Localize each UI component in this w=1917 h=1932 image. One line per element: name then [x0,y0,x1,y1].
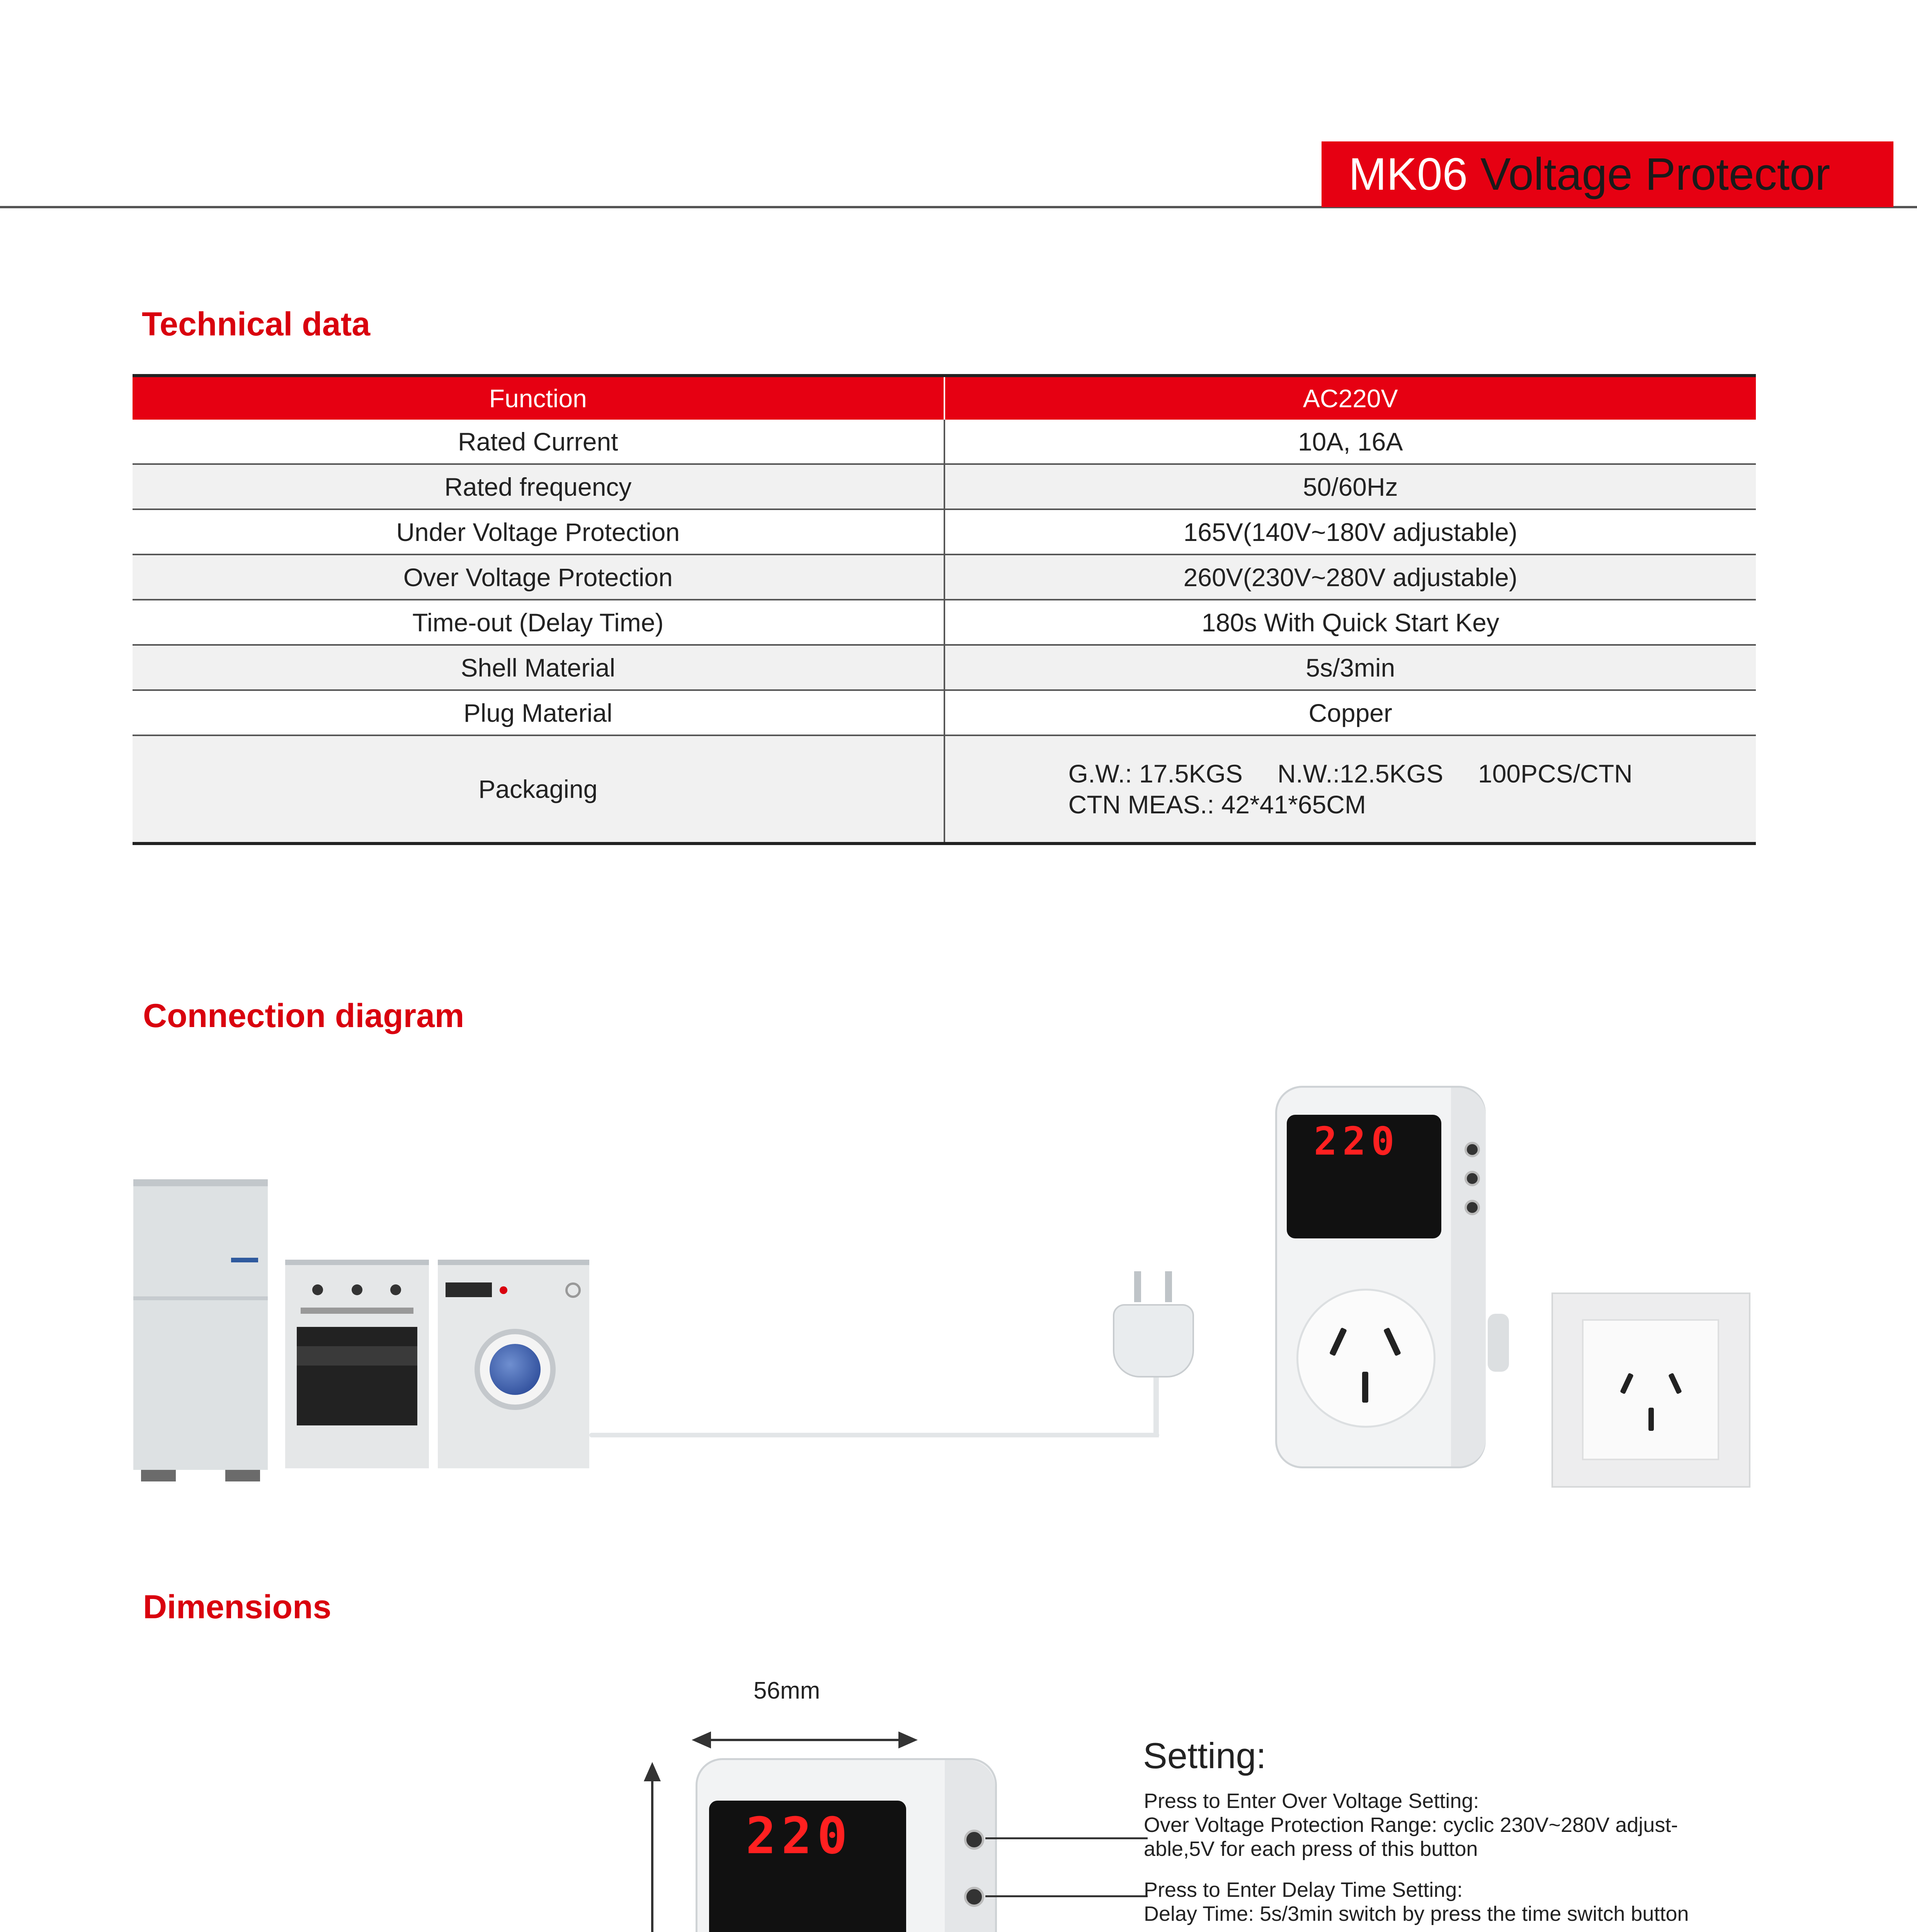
row-label: Over Voltage Protection [133,555,945,599]
device-plug-side [1488,1314,1509,1372]
table-row [133,646,1756,691]
socket-outlet-icon [1296,1289,1436,1428]
technical-data-heading: Technical data [142,306,371,343]
table-row [133,600,1756,646]
device-display: 220 [1314,1119,1400,1164]
row-value: 165V(140V~180V adjustable) [1183,517,1517,546]
callout-line-over-voltage [985,1837,1148,1839]
packaging-meas: CTN MEAS.: 42*41*65CM [1068,790,1366,819]
row-label: Shell Material [133,646,945,689]
setting-delay-time [1144,1878,1723,1926]
table-row [133,510,1756,555]
table-row-packaging [133,736,1756,845]
power-cable [589,1433,1159,1437]
delay-time-button[interactable] [964,1887,984,1907]
refrigerator-icon [133,1179,268,1470]
packaging-values [945,736,1756,842]
row-value: 260V(230V~280V adjustable) [1183,563,1517,592]
row-label: Rated Current [133,420,945,463]
arrow-right-icon [898,1731,918,1748]
table-header-function: Function [133,377,945,420]
table-header-row [133,377,1756,420]
table-header-value: AC220V [1303,384,1398,413]
row-label: Under Voltage Protection [133,510,945,554]
arrow-up-icon [644,1762,661,1781]
connection-diagram-heading: Connection diagram [143,997,464,1034]
packaging-pcs: 100PCS/CTN [1478,759,1633,788]
under-voltage-button-icon [1465,1200,1480,1215]
row-value: 5s/3min [1306,653,1395,682]
delay-time-button-icon [1465,1171,1480,1186]
row-value: 180s With Quick Start Key [1201,608,1499,637]
row-label: Time-out (Delay Time) [133,600,945,644]
plug-icon [1113,1304,1194,1378]
width-label: 56mm [754,1677,820,1704]
product-title: Voltage Protector [1480,149,1830,200]
row-value: 50/60Hz [1303,472,1398,501]
callout-line-delay [985,1895,1148,1897]
oven-icon [285,1260,429,1468]
setting-over-voltage [1144,1789,1723,1861]
row-value: 10A, 16A [1298,427,1403,456]
table-top-rule [133,374,1756,377]
table-row [133,691,1756,736]
height-arrow [651,1777,653,1932]
setting-line: Delay Time: 5s/3min switch by press the time switch button [1144,1902,1689,1925]
setting-line: Over Voltage Protection Range: cyclic 230V~280V adjust- [1144,1813,1678,1837]
over-voltage-button[interactable] [964,1830,984,1850]
voltage-protector-device [1275,1086,1486,1468]
packaging-line-1 [1068,758,1633,789]
setting-heading: Press to Enter Delay Time Setting: [1144,1878,1463,1901]
arrow-left-icon [692,1731,711,1748]
technical-data-table [133,374,1756,845]
plug-pin [1165,1271,1172,1302]
row-value: Copper [1308,698,1392,727]
packaging-gw: G.W.: 17.5KGS [1068,759,1243,788]
width-arrow [707,1739,900,1741]
setting-line: able,5V for each press of this button [1144,1837,1478,1861]
voltage-protector-dimension-device [696,1758,997,1932]
wall-socket-icon [1551,1293,1750,1488]
over-voltage-button-icon [1465,1142,1480,1157]
setting-title: Setting: [1143,1735,1266,1776]
table-row [133,465,1756,510]
power-cable-riser [1153,1376,1159,1437]
packaging-nw: N.W.:12.5KGS [1277,759,1444,788]
row-label: Rated frequency [133,465,945,509]
packaging-lines [1068,758,1633,820]
plug-pin [1134,1271,1141,1302]
device-display: 220 [746,1806,853,1865]
table-row [133,555,1756,600]
washing-machine-icon [438,1260,589,1468]
header-title-badge [1322,141,1893,207]
row-label: Plug Material [133,691,945,735]
row-label: Packaging [133,736,945,842]
setting-heading: Press to Enter Over Voltage Setting: [1144,1789,1479,1813]
table-row [133,420,1756,465]
dimensions-heading: Dimensions [143,1588,332,1626]
model-name: MK06 [1349,149,1468,200]
